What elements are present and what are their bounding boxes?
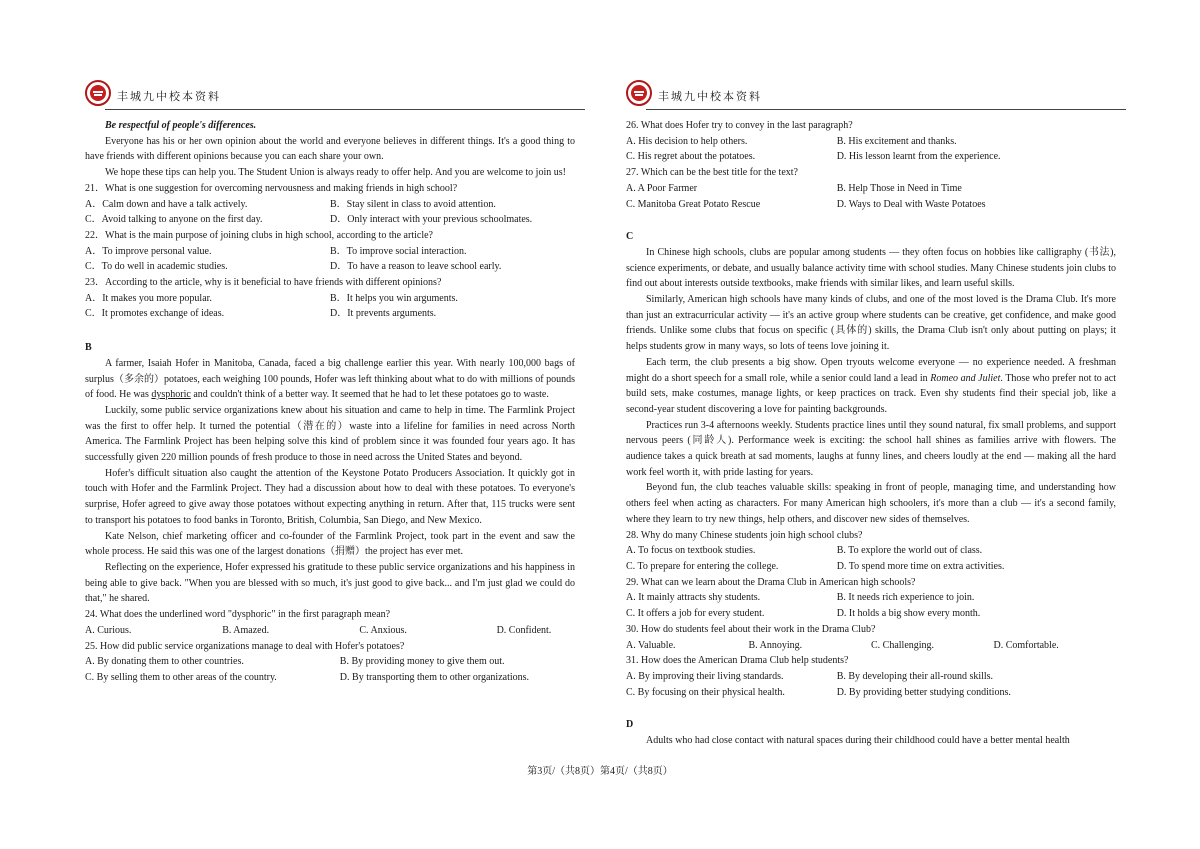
option-24c: C. Anxious.: [359, 624, 407, 636]
header-rule: [105, 109, 585, 110]
text-run: and couldn't think of a better way. It seemed that he had to let these potatoes go to waste.: [190, 389, 549, 401]
header-title: 丰城九中校本资料: [117, 90, 221, 103]
options-21: [85, 212, 575, 228]
options-22: [85, 244, 575, 260]
option-28b: B. To explore the world out of class.: [836, 545, 983, 557]
options-31: [626, 685, 1116, 701]
option-29a: A. It mainly attracts shy students.: [626, 592, 761, 604]
question-25: 25. How did public service organizations manage to deal with Hofer's potatoes?: [85, 640, 405, 652]
header-rule: [646, 109, 1126, 110]
option-22b: B．To improve social interaction.: [330, 245, 467, 257]
paragraph: Beyond fun, the club teaches valuable skills: speaking in front of people, managing time, and understanding how others feel when acting as characters. For many American high schoolers, it's more than a club — it's a second family, where they learn to try new things, help others, and discover new sides of themselves.: [626, 482, 1116, 525]
options-29: [626, 606, 1116, 622]
paragraph: Similarly, American high schools have many kinds of clubs, and one of the most loved is the Drama Club. It's more than just an extracurricular activity — it's an active group where students can be creative, get confidence, and make good friends. Unlike some clubs that focus on specific (具体的) skills, the Drama Club isn't only about putting on plays; it helps students grow in many ways, so lots of teens love joining it.: [626, 294, 1116, 353]
option-23b: B．It helps you win arguments.: [330, 292, 458, 304]
paragraph: [85, 356, 575, 403]
option-22a: A．To improve personal value.: [85, 245, 212, 257]
options-29: [626, 590, 1116, 606]
options-27: [626, 197, 1116, 213]
option-21b: B．Stay silent in class to avoid attention.: [330, 198, 496, 210]
right-content: [626, 118, 1116, 749]
question-31: 31. How does the American Drama Club help students?: [626, 655, 849, 667]
question-22: 22．What is the main purpose of joining clubs in high school, according to the article?: [85, 229, 433, 241]
header-title: 丰城九中校本资料: [658, 90, 762, 103]
options-26: [626, 134, 1116, 150]
option-22d: D．To have a reason to leave school early.: [330, 261, 502, 273]
text-run: A farmer, Isaiah Hofer in Manitoba, Canada, faced a big challenge earlier this year. With nearly 100,000 bags of surplus（多余的）potatoes, each weighing 100 pounds, Hofer was left thinking about what to do with millions of pounds of food. He was: [85, 357, 575, 401]
option-26d: D. His lesson learnt from the experience.: [836, 151, 1001, 163]
question-26: 26. What does Hofer try to convey in the last paragraph?: [626, 120, 853, 131]
paragraph: Kate Nelson, chief marketing officer and co-founder of the Farmlink Project, took part in the event and saw the whole process. He said this was one of the largest donations（捐赠）the project has ever met.: [85, 530, 575, 558]
option-26b: B. His excitement and thanks.: [836, 135, 957, 147]
option-21c: C．Avoid talking to anyone on the first day.: [85, 214, 263, 226]
option-28c: C. To prepare for entering the college.: [626, 560, 779, 572]
options-23: [85, 306, 575, 322]
spacer: [626, 212, 1116, 229]
option-27c: C. Manitoba Great Potato Rescue: [626, 198, 761, 210]
option-29b: B. It needs rich experience to join.: [836, 592, 975, 604]
options-24: [85, 623, 575, 639]
option-31a: A. By improving their living standards.: [626, 670, 784, 682]
school-logo-icon: [85, 80, 111, 106]
question-29: 29. What can we learn about the Drama Club in American high schools?: [626, 576, 916, 588]
option-25a: A. By donating them to other countries.: [85, 656, 244, 668]
option-29d: D. It holds a big show every month.: [836, 608, 981, 620]
option-26a: A. His decision to help others.: [626, 135, 748, 147]
option-28d: D. To spend more time on extra activities.: [836, 560, 1005, 572]
paragraph: Hofer's difficult situation also caught the attention of the Keystone Potato Producers Association. It quickly got in touch with Hofer and the Farmlink Project. They had a discussion about how to deal with these potatoes. To everyone's surprise, Hofer agreed to give away those potatoes without expecting anything in return. After that, 115 trucks were sent to transport his potatoes to food banks in Toronto, British, Columbia, San Diego, and New Mexico.: [85, 467, 575, 526]
options-26: [626, 149, 1116, 165]
page-header: [85, 80, 585, 110]
options-21: [85, 197, 575, 213]
paragraph: Everyone has his or her own opinion about the world and everyone believes in different things. It's a good thing to have friends with different opinions because you can each share your own.: [85, 135, 575, 163]
paragraph: In Chinese high schools, clubs are popular among students — they often focus on hobbies like calligraphy (书法), science experiments, or debate, and usually balance activity time with school studies. Many Chinese students join clubs to find out about interests outside textbooks, make friends with similar likes, and learn useful skills.: [626, 246, 1116, 290]
option-30c: C. Challenging.: [871, 639, 935, 651]
question-30: 30. How do students feel about their work in the Drama Club?: [626, 623, 876, 635]
option-30b: B. Annoying.: [748, 639, 803, 651]
spacer: [85, 322, 575, 340]
paragraph: Reflecting on the experience, Hofer expressed his gratitude to these public service organizations and his happiness in being able to give back. "When you are blessed with so much, it's just good to give back... and I'm just glad we could do that," he shared.: [85, 561, 575, 605]
option-30a: A. Valuable.: [626, 639, 676, 651]
option-21d: D．Only interact with your previous schoolmates.: [330, 214, 533, 226]
option-24d: D. Confident.: [496, 624, 552, 636]
option-26c: C. His regret about the potatoes.: [626, 151, 756, 163]
option-22c: C．To do well in academic studies.: [85, 261, 228, 273]
paragraph: Adults who had close contact with natural spaces during their childhood could have a better mental health: [646, 735, 1070, 747]
option-27d: D. Ways to Deal with Waste Potatoes: [836, 198, 986, 210]
options-22: [85, 259, 575, 275]
spacer: [626, 700, 1116, 717]
section-heading: Be respectful of people's differences.: [105, 120, 257, 131]
options-23: [85, 291, 575, 307]
section-d-title: D: [626, 719, 634, 731]
italic-title: Romeo and Juliet: [930, 372, 1001, 384]
options-30: [626, 638, 1116, 654]
option-24b: B. Amazed.: [222, 624, 270, 636]
option-23d: D．It prevents arguments.: [330, 308, 437, 320]
section-c-title: C: [626, 231, 634, 243]
options-28: [626, 543, 1116, 559]
section-b-title: B: [85, 342, 92, 354]
paragraph: We hope these tips can help you. The Student Union is always ready to offer help. And you are welcome to join us!: [105, 167, 566, 179]
question-24: 24. What does the underlined word "dysphoric" in the first paragraph mean?: [85, 609, 391, 621]
option-31d: D. By providing better studying conditions.: [836, 686, 1011, 698]
page-header: [626, 80, 1126, 110]
options-27: [626, 181, 1116, 197]
option-29c: C. It offers a job for every student.: [626, 608, 765, 620]
option-31b: B. By developing their all-round skills.: [836, 670, 994, 682]
options-25: [85, 654, 575, 670]
underlined-word: dysphoric: [151, 389, 191, 401]
question-21: 21．What is one suggestion for overcoming nervousness and making friends in high school?: [85, 182, 458, 194]
option-24a: A. Curious.: [85, 624, 132, 636]
option-21a: A．Calm down and have a talk actively.: [85, 198, 248, 210]
text-run: . Those who prefer not to act build sets, make costumes, manage lights, or keep practices on track. Even shy students find their special job, like a second-year student discovering a love for painting backgrounds.: [626, 372, 1117, 415]
page-footer: 第3页/（共8页）第4页/（共8页）: [527, 766, 673, 777]
option-23a: A．It makes you more popular.: [85, 292, 212, 304]
paragraph: Luckily, some public service organizations knew about his situation and came to help in time. The Farmlink Project was the first to offer help. It turned the potential（潜在的）waste into a lifeline for families in need across North America. The Farmlink Project has been helping solve this kind of problem since it was founded four years ago. It has successfully given 220 million pounds of fresh produce to those in need across the United States and beyond.: [85, 404, 575, 464]
options-25: [85, 670, 575, 686]
option-25c: C. By selling them to other areas of the country.: [85, 671, 277, 683]
option-25b: B. By providing money to give them out.: [339, 656, 505, 668]
options-31: [626, 669, 1116, 685]
options-28: [626, 559, 1116, 575]
option-30d: D. Comfortable.: [993, 639, 1059, 651]
paragraph: Practices run 3-4 afternoons weekly. Students practice lines until they sound natural, fix small problems, and support nervous peers (同龄人). Performance week is exciting: the school hall shines as families arrive with flowers. The audience takes a quick breath at sad moments, laughs at funny lines, and cheers loudly at the end — making all the hard work feel worth it, with pride lasting for years.: [626, 419, 1116, 478]
option-27b: B. Help Those in Need in Time: [836, 182, 962, 194]
question-23: 23．According to the article, why is it beneficial to have friends with different opinions?: [85, 277, 442, 289]
option-25d: D. By transporting them to other organizations.: [339, 671, 530, 683]
option-31c: C. By focusing on their physical health.: [626, 686, 785, 698]
option-28a: A. To focus on textbook studies.: [626, 545, 756, 557]
option-27a: A. A Poor Farmer: [626, 182, 698, 194]
option-23c: C．It promotes exchange of ideas.: [85, 308, 225, 320]
school-logo-icon: [626, 80, 652, 106]
question-28: 28. Why do many Chinese students join high school clubs?: [626, 529, 863, 541]
text-run: Each term, the club presents a big show. Open tryouts welcome everyone — no experience needed. A freshman might do a short speech for a small role, while a senior could land a lead in: [626, 356, 1116, 384]
question-27: 27. Which can be the best title for the text?: [626, 167, 798, 179]
left-content: [85, 118, 575, 686]
paragraph: [626, 355, 1116, 418]
